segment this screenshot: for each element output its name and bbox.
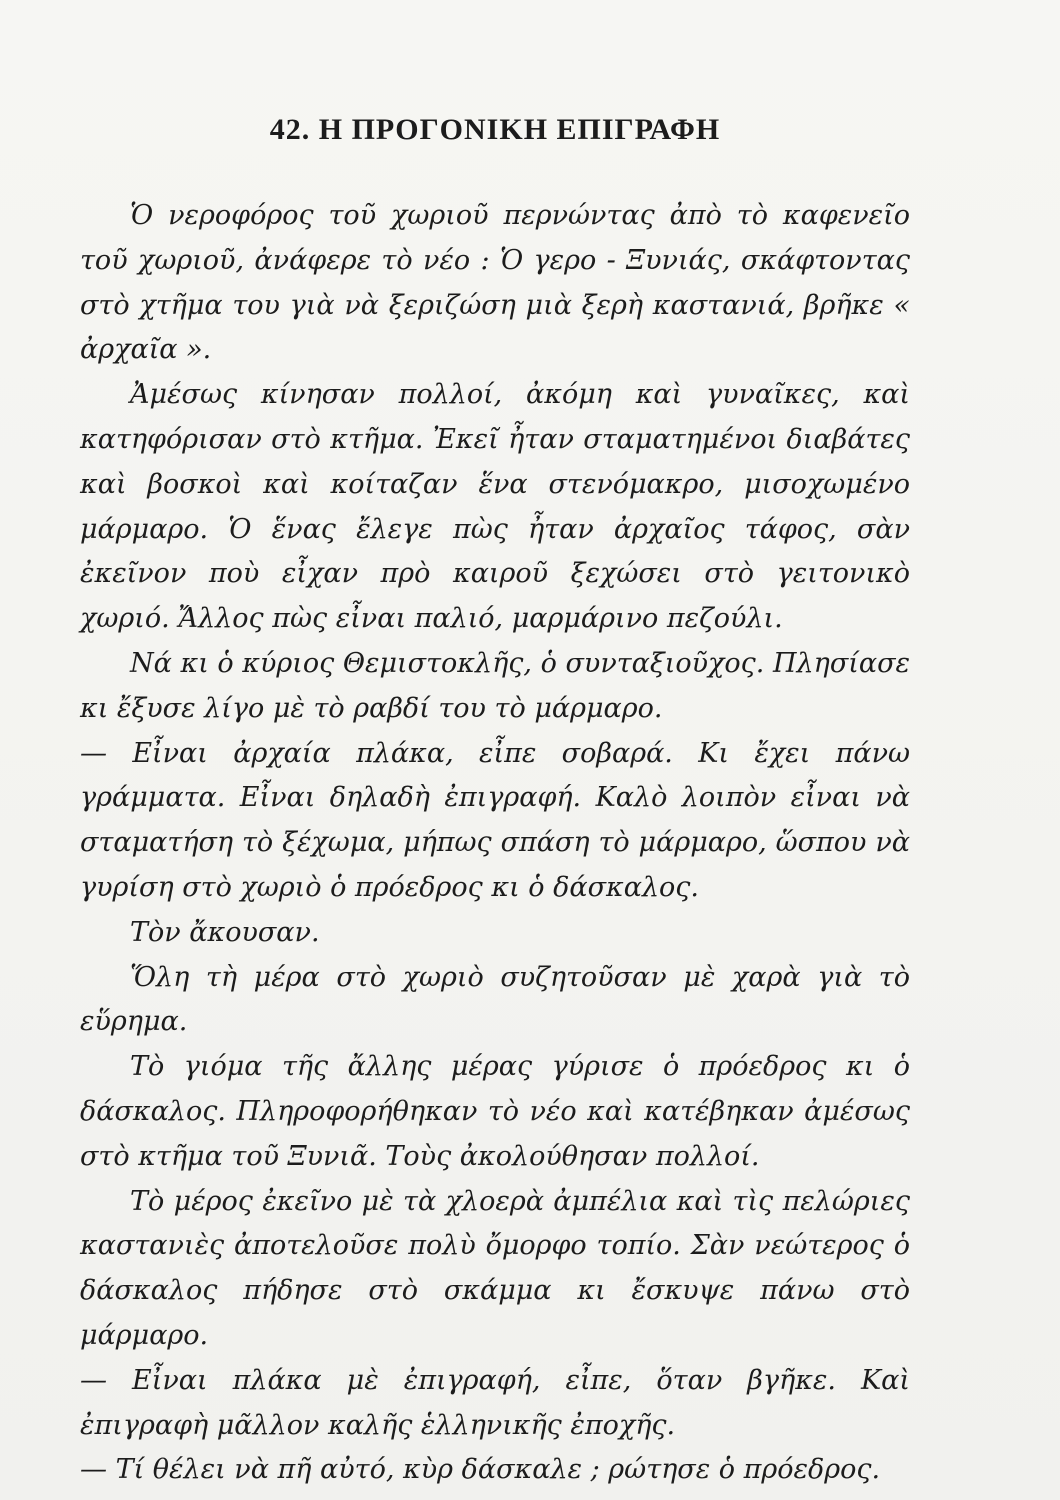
paragraph-7: Τὸ γιόμα τῆς ἄλλης μέρας γύρισε ὁ πρόεδρος κι ὁ δάσκαλος. Πληροφορήθηκαν τὸ νέο καὶ κατέβηκαν ἀμέσως στὸ κτῆμα τοῦ Ξυνιᾶ. Τοὺς ἀκολούθησαν πολλοί. <box>80 1051 910 1172</box>
page-content <box>80 110 910 1493</box>
paragraph-8: Τὸ μέρος ἐκεῖνο μὲ τὰ χλοερὰ ἀμπέλια καὶ τὶς πελώριες καστανιὲς ἀποτελοῦσε πολὺ ὄμορφο τοπίο. Σὰν νεώτερος ὁ δάσκαλος πήδησε στὸ σκάμμα κι ἔσκυψε πάνω στὸ μάρμαρο. <box>80 1185 910 1351</box>
paragraph-2: Ἀμέσως κίνησαν πολλοί, ἀκόμη καὶ γυναῖκες, καὶ κατηφόρισαν στὸ κτῆμα. Ἐκεῖ ἦταν σταματημένοι διαβάτες καὶ βοσκοὶ καὶ κοίταζαν ἕνα στενόμακρο, μισοχωμένο μάρμαρο. Ὁ ἕνας ἔλεγε πὼς ἦταν ἀρχαῖος τάφος, σὰν ἐκεῖνον ποὺ εἶχαν πρὸ καιροῦ ξεχώσει στὸ γειτονικὸ χωριό. Ἄλλος πὼς εἶναι παλιό, μαρμάρινο πεζούλι. <box>80 379 910 635</box>
paragraph-4: — Εἶναι ἀρχαία πλάκα, εἶπε σοβαρά. Κι ἔχει πάνω γράμματα. Εἶναι δηλαδὴ ἐπιγραφή. Καλὸ λοιπὸν εἶναι νὰ σταματήση τὸ ξέχωμα, μήπως σπάση τὸ μάρμαρο, ὥσπου νὰ γυρίση στὸ χωριὸ ὁ πρόεδρος κι ὁ δάσκαλος. <box>80 737 910 903</box>
chapter-title: 42. Η ΠΡΟΓΟΝΙΚΗ ΕΠΙΓΡΑΦΗ <box>269 113 721 146</box>
paragraph-9: — Εἶναι πλάκα μὲ ἐπιγραφή, εἶπε, ὅταν βγῆκε. Καὶ ἐπιγραφὴ μᾶλλον καλῆς ἑλληνικῆς ἐποχῆς. <box>80 1364 910 1441</box>
paragraph-6: Ὅλη τὴ μέρα στὸ χωριὸ συζητοῦσαν μὲ χαρὰ γιὰ τὸ εὕρημα. <box>80 961 910 1038</box>
paragraph-5: Τὸν ἄκουσαν. <box>130 916 320 948</box>
paragraph-1: Ὁ νεροφόρος τοῦ χωριοῦ περνώντας ἀπὸ τὸ καφενεῖο τοῦ χωριοῦ, ἀνάφερε τὸ νέο : Ὁ γερο - Ξυνιάς, σκάφτοντας στὸ χτῆμα του γιὰ νὰ ξεριζώση μιὰ ξερὴ καστανιά, βρῆκε « ἀρχαῖα ». <box>80 200 910 366</box>
paragraph-10: — Τί θέλει νὰ πῆ αὐτό, κὺρ δάσκαλε ; ρώτησε ὁ πρόεδρος. <box>80 1454 881 1486</box>
paragraph-3: Νά κι ὁ κύριος Θεμιστοκλῆς, ὁ συνταξιοῦχος. Πλησίασε κι ἔξυσε λίγο μὲ τὸ ραβδί του τὸ μάρμαρο. <box>80 647 910 724</box>
